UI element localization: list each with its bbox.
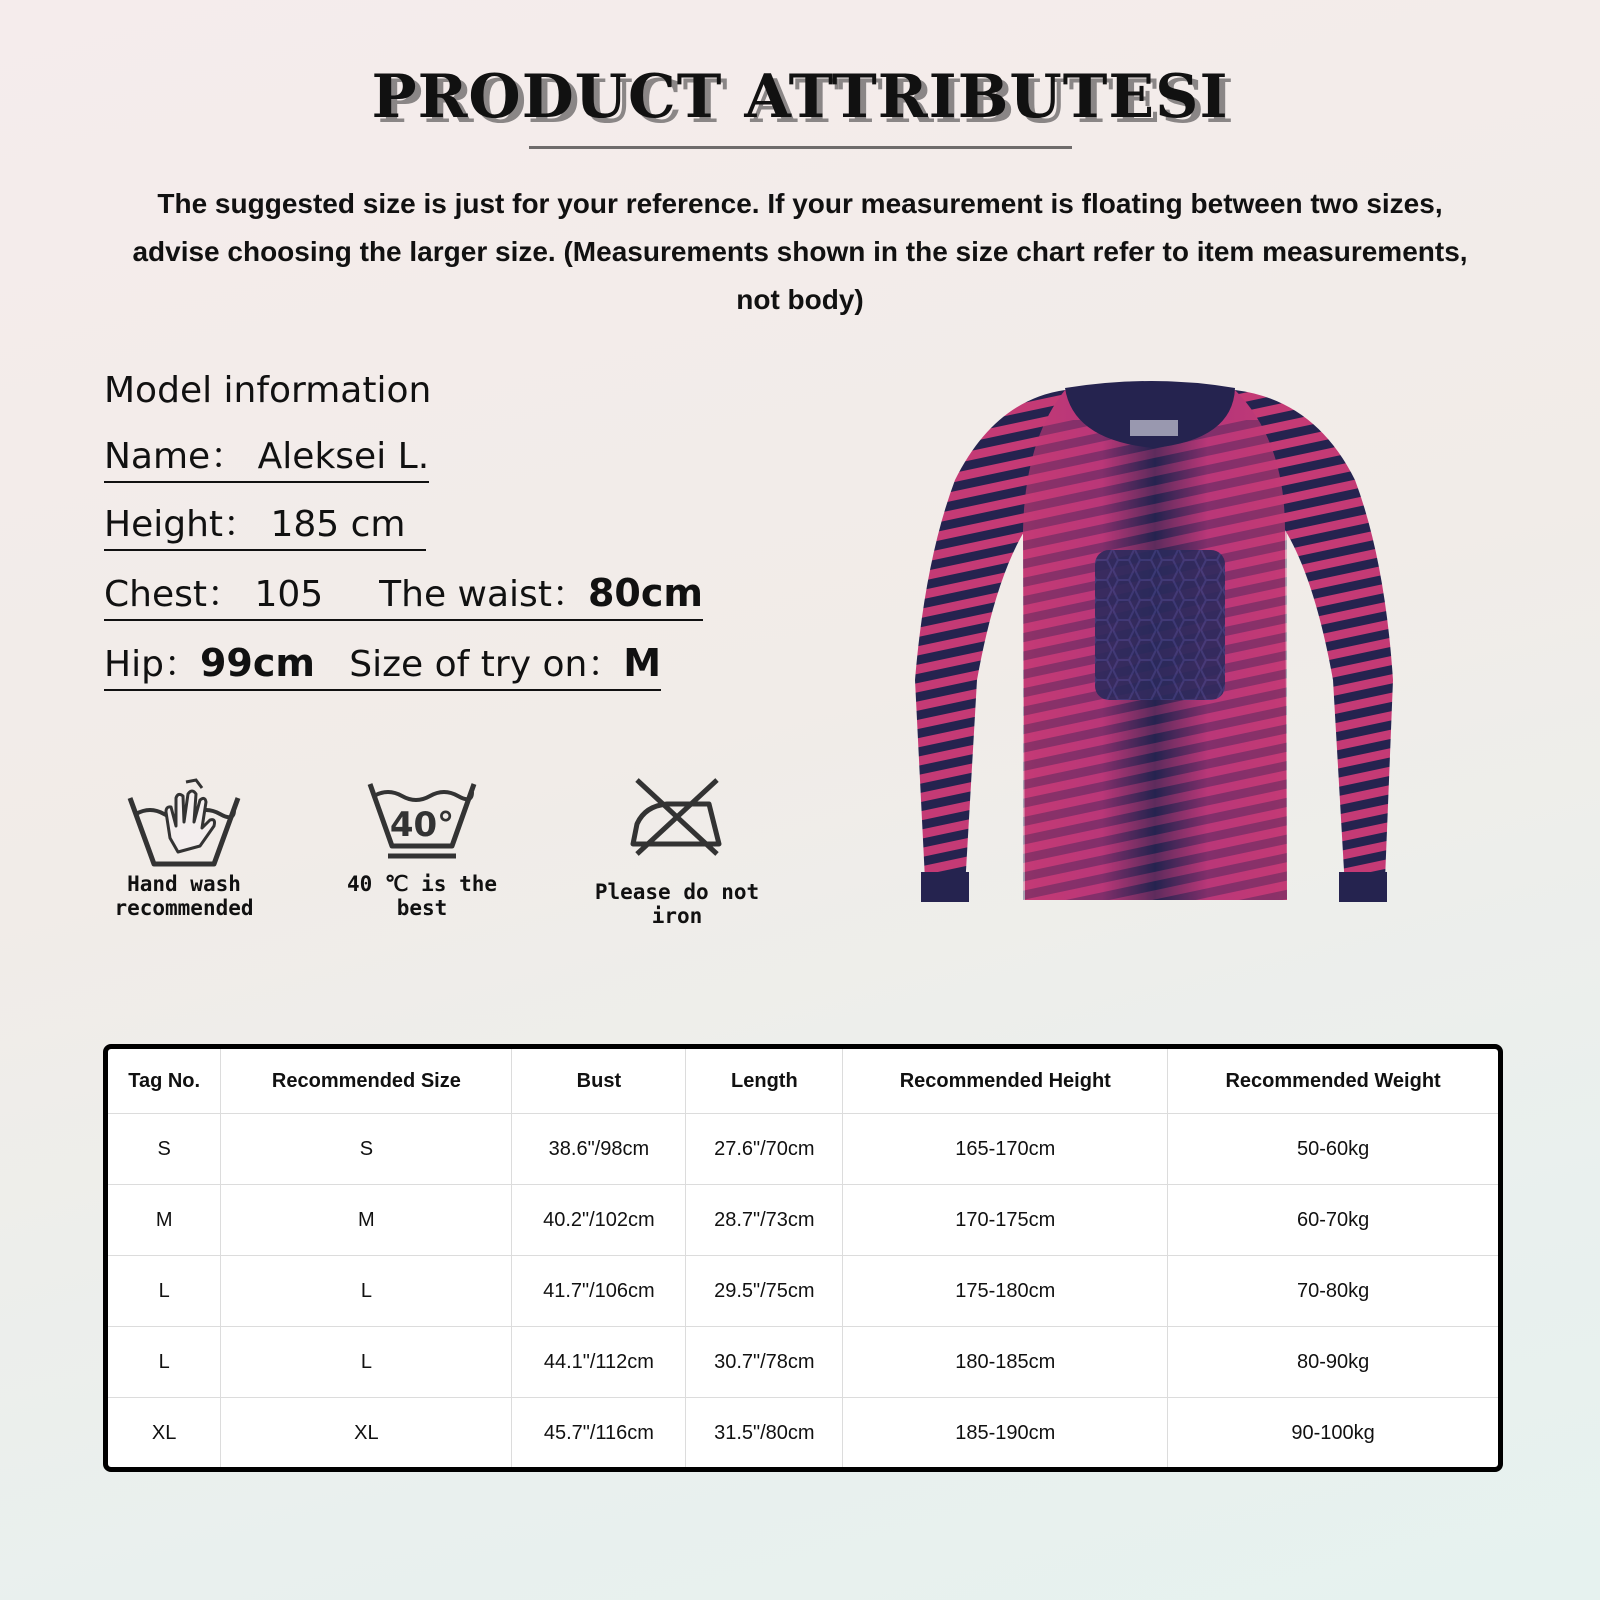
header-length: Length: [686, 1049, 843, 1114]
jersey-label: [1130, 420, 1178, 436]
cell-length: 31.5"/80cm: [686, 1398, 843, 1469]
chest-padding: [1095, 550, 1225, 700]
tryon-value: M: [623, 641, 662, 685]
cell-height: 165-170cm: [843, 1114, 1168, 1185]
size-chart: [103, 1044, 1503, 1472]
cell-weight: 90-100kg: [1168, 1398, 1498, 1469]
table-row: [108, 1327, 1498, 1398]
model-height-line: [104, 501, 426, 551]
left-cuff: [921, 872, 969, 902]
cell-weight: 80-90kg: [1168, 1327, 1498, 1398]
model-name-line: [104, 433, 429, 483]
cell-tag: M: [108, 1185, 221, 1256]
chest-label: Chest：: [104, 574, 243, 615]
header-recommended-size: Recommended Size: [221, 1049, 512, 1114]
cell-bust: 45.7"/116cm: [512, 1398, 686, 1469]
temperature-label: 40 ℃ is the best: [346, 872, 497, 920]
goalkeeper-jersey-image: [915, 380, 1415, 920]
waist-value: 80cm: [587, 571, 703, 615]
table-row: [108, 1114, 1498, 1185]
size-table: [108, 1049, 1498, 1468]
table-row: [108, 1185, 1498, 1256]
size-table-header-row: [108, 1049, 1498, 1114]
size-notice: The suggested size is just for your reference. If your measurement is floating between two sizes, advise choosing the larger size. (Measurements shown in the size chart refer to item measurements, not body): [132, 188, 1468, 315]
waist-label: The waist：: [379, 574, 588, 615]
no-iron-icon: [627, 778, 727, 858]
header-recommended-weight: Recommended Weight: [1168, 1049, 1498, 1114]
cell-tag: S: [108, 1114, 221, 1185]
cell-bust: 38.6"/98cm: [512, 1114, 686, 1185]
cell-length: 27.6"/70cm: [686, 1114, 843, 1185]
name-value: Aleksei L.: [257, 436, 430, 477]
right-cuff: [1339, 872, 1387, 902]
cell-tag: L: [108, 1256, 221, 1327]
cell-length: 28.7"/73cm: [686, 1185, 843, 1256]
hand-wash-label-2: recommended: [114, 896, 254, 920]
cell-size: L: [221, 1327, 512, 1398]
hand-wash-label-1: Hand wash: [127, 872, 241, 896]
model-chest-waist-line: [104, 569, 703, 621]
height-value: 185 cm: [270, 504, 406, 545]
cell-size: L: [221, 1256, 512, 1327]
hand-wash-care: [104, 778, 264, 920]
cell-bust: 40.2"/102cm: [512, 1185, 686, 1256]
header-bust: Bust: [512, 1049, 686, 1114]
model-heading: Model information: [104, 370, 432, 411]
cell-height: 180-185cm: [843, 1327, 1168, 1398]
cell-size: XL: [221, 1398, 512, 1469]
chest-value: 105: [254, 574, 324, 615]
cell-bust: 44.1"/112cm: [512, 1327, 686, 1398]
header-recommended-height: Recommended Height: [843, 1049, 1168, 1114]
header-tag-no: Tag No.: [108, 1049, 221, 1114]
cell-tag: XL: [108, 1398, 221, 1469]
hip-label: Hip：: [104, 644, 200, 685]
cell-height: 185-190cm: [843, 1398, 1168, 1469]
model-hip-tryon-line: [104, 639, 661, 691]
model-information: [104, 370, 703, 709]
height-label: Height：: [104, 504, 260, 545]
no-iron-label: Please do not iron: [594, 880, 760, 928]
cell-size: M: [221, 1185, 512, 1256]
cell-size: S: [221, 1114, 512, 1185]
cell-tag: L: [108, 1327, 221, 1398]
cell-bust: 41.7"/106cm: [512, 1256, 686, 1327]
table-row: [108, 1256, 1498, 1327]
name-label: Name：: [104, 436, 247, 477]
page-title: PRODUCT ATTRIBUTESI: [371, 62, 1229, 132]
cell-height: 170-175cm: [843, 1185, 1168, 1256]
title-divider: [529, 146, 1072, 149]
hand-wash-icon: [126, 778, 242, 868]
cell-height: 175-180cm: [843, 1256, 1168, 1327]
tryon-label: Size of try on：: [349, 644, 624, 685]
wash-40-icon: [366, 778, 478, 860]
cell-weight: 70-80kg: [1168, 1256, 1498, 1327]
wash-temperature-care: [326, 778, 518, 920]
cell-weight: 50-60kg: [1168, 1114, 1498, 1185]
hip-value: 99cm: [199, 641, 315, 685]
table-row: [108, 1398, 1498, 1469]
no-iron-care: [574, 778, 780, 928]
cell-length: 30.7"/78cm: [686, 1327, 843, 1398]
cell-length: 29.5"/75cm: [686, 1256, 843, 1327]
temperature-badge: 40°: [389, 805, 455, 845]
cell-weight: 60-70kg: [1168, 1185, 1498, 1256]
